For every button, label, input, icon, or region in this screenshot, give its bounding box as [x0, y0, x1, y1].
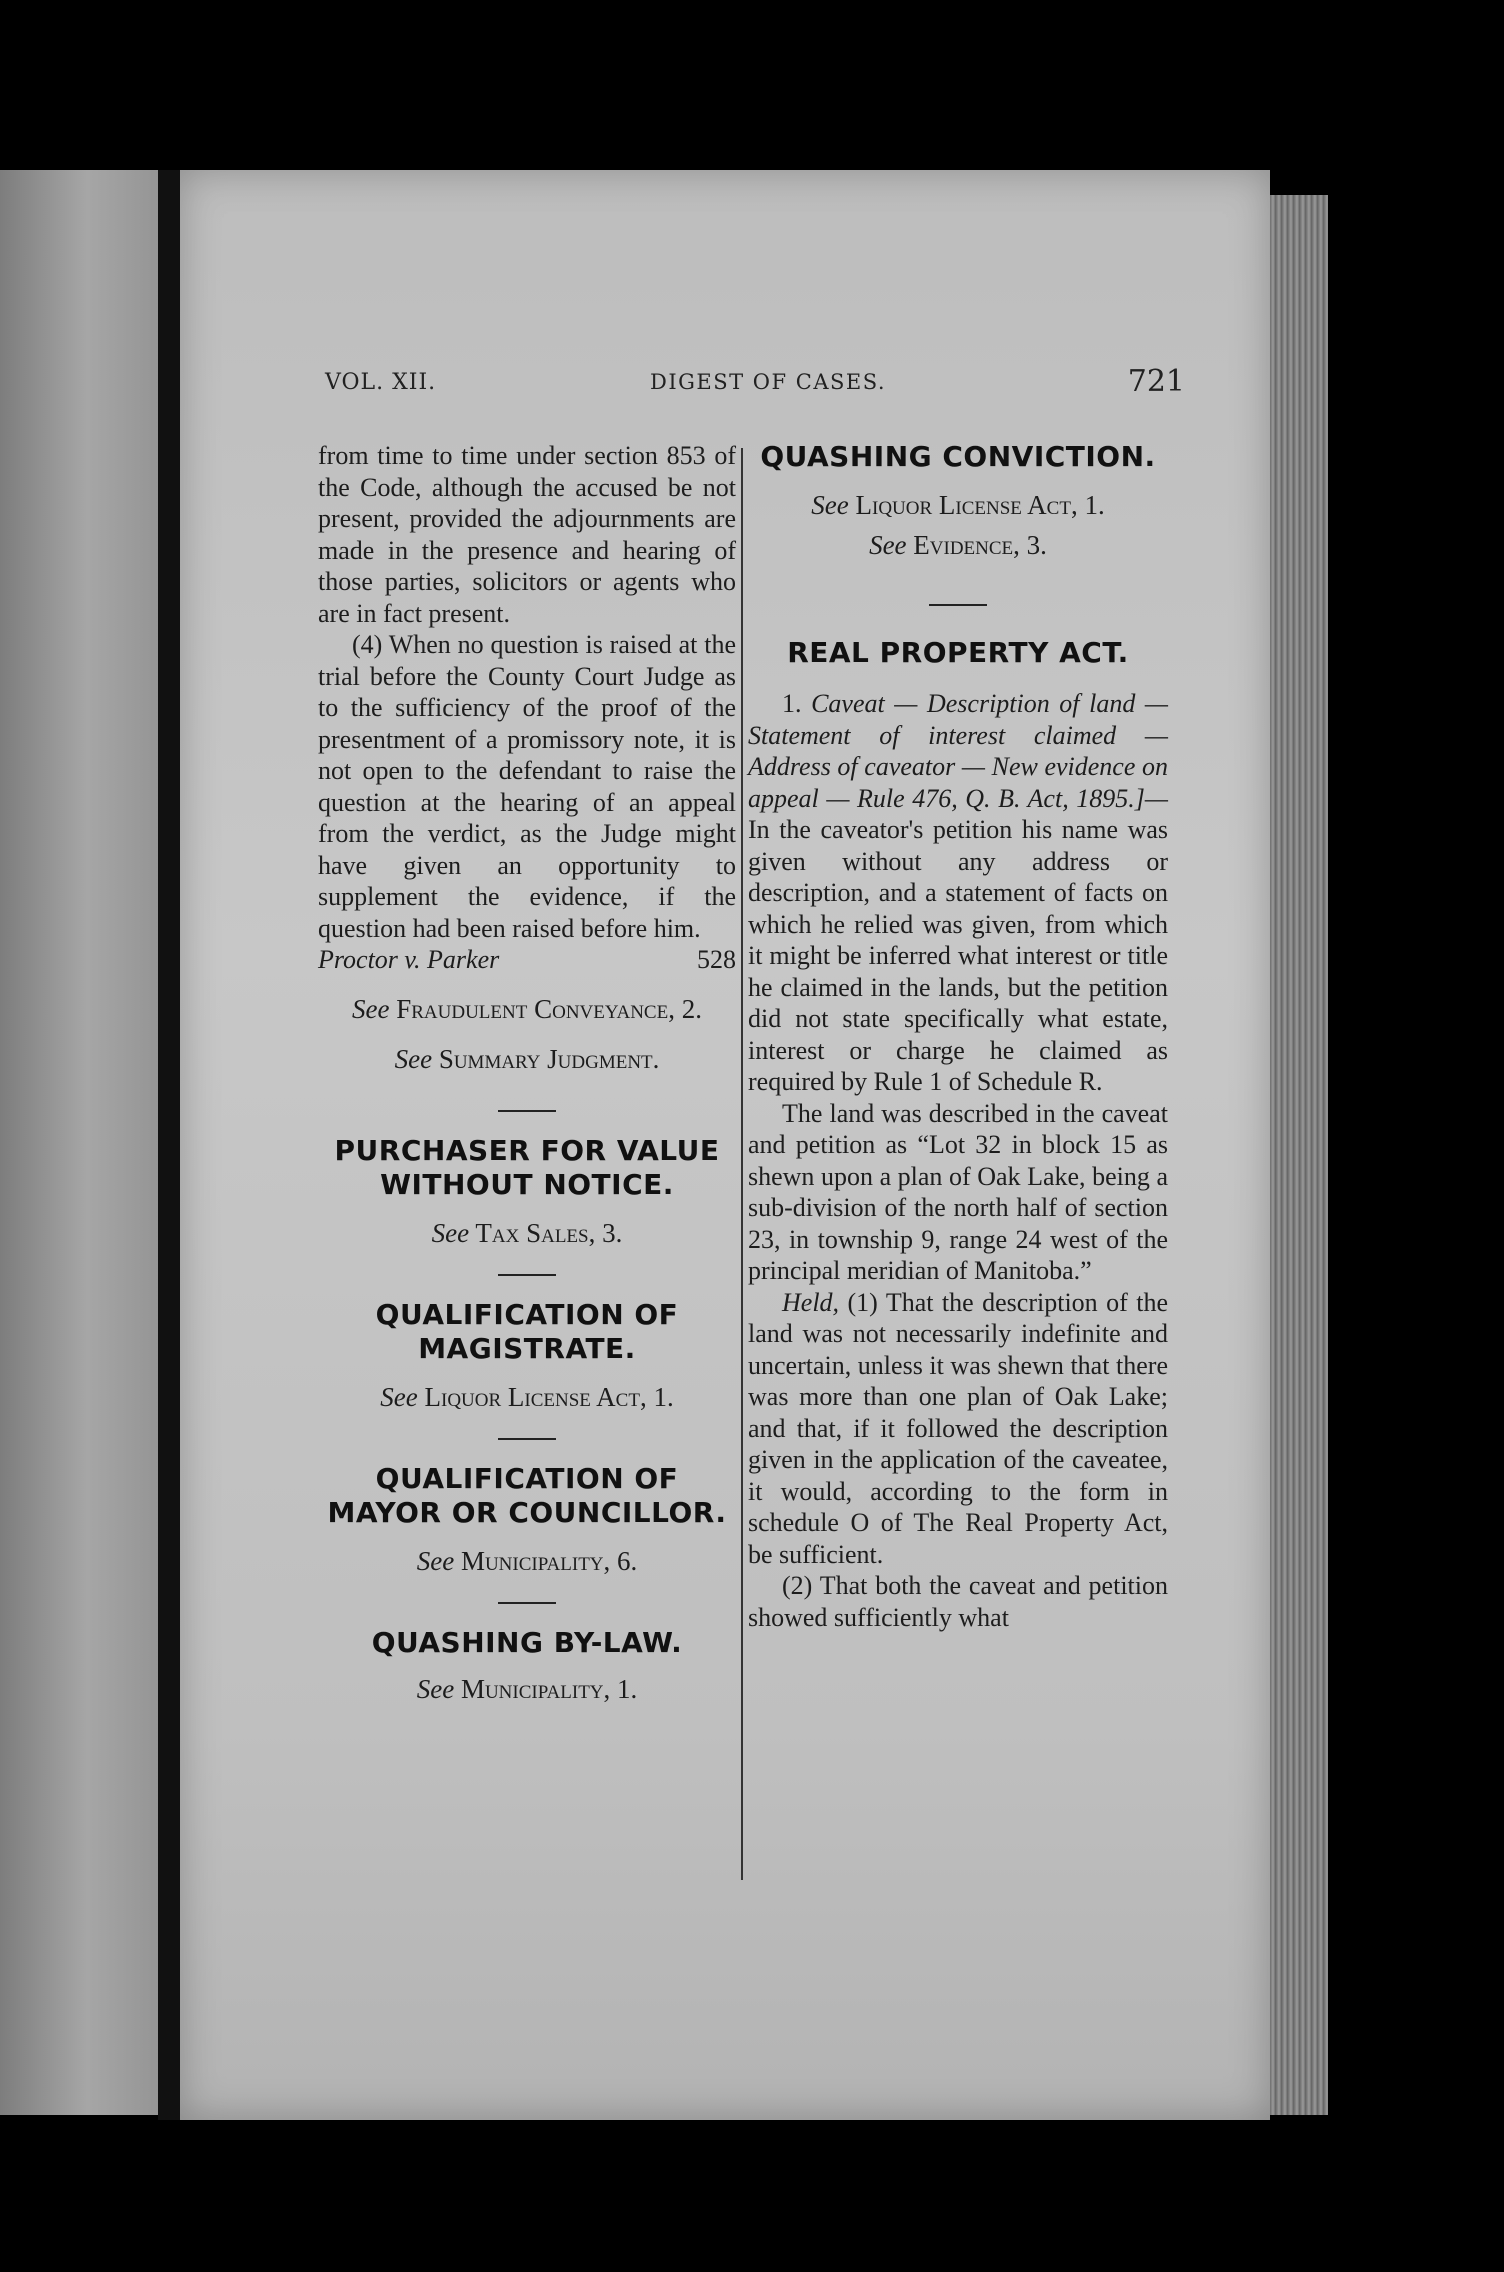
held-label: Held,: [782, 1287, 840, 1317]
section-heading: REAL PROPERTY ACT.: [787, 636, 1129, 669]
cross-reference: [318, 992, 736, 1026]
cross-reference: [318, 1380, 736, 1414]
xref-target: Liquor License Act, 1.: [855, 490, 1105, 520]
xref-target: Summary Judgment.: [438, 1043, 660, 1074]
cross-reference: [318, 1042, 736, 1076]
see-label: See: [416, 1673, 455, 1704]
headnote: Caveat — Description of land — Statement of interest claimed — Address of caveator — New evidence on appeal — Rule 476, Q. B. Act, 1895.]—: [748, 689, 1169, 813]
see-label: See: [380, 1381, 418, 1412]
xref-target: Liquor License Act, 1.: [424, 1381, 674, 1412]
paragraph-body: In the caveator's petition his name was given without any address or description, and a statement of facts on which he relied was given, from which it might be inferred what interest or title he claimed in the lands, but the petition did not state specifically what estate, interest or charge he claimed as required by Rule 1 of Schedule R.: [748, 815, 1168, 1096]
see-label: See: [431, 1217, 470, 1248]
xref-target: Municipality, 6.: [460, 1545, 638, 1576]
section-heading: QUASHING BY-LAW.: [371, 1625, 683, 1659]
cross-reference: [318, 1672, 736, 1706]
binding-gutter: [158, 170, 180, 2120]
paragraph-2: The land was described in the caveat and petition as “Lot 32 in block 15 as shewn upon a plan of Oak Lake, being a sub-division of the north half of section 23, in township 9, range 24 west of the principal meridian of Manitoba.”: [748, 1098, 1168, 1285]
case-citation: [318, 944, 736, 976]
paragraph-4: (4) When no question is raised at the trial before the County Court Judge as to the sufficiency of the proof of the presentment of a promissory note, it is not open to the defendant to raise the question at the hearing of an appeal from the verdict, as the Judge might have given an opportunity to supplement the evidence, if the question had been raised before him.: [318, 630, 736, 943]
see-label: See: [869, 530, 907, 560]
column-divider: [741, 448, 743, 1880]
cross-reference: [748, 528, 1168, 562]
xref-target: Municipality, 1.: [460, 1673, 638, 1704]
volume-label: VOL. XII.: [325, 370, 437, 395]
right-column: [748, 440, 1168, 1633]
see-label: See: [811, 490, 849, 520]
paragraph-3: [748, 1287, 1168, 1571]
cross-reference: [748, 488, 1168, 522]
see-label: See: [352, 993, 390, 1024]
continuation-paragraph: from time to time under section 853 of the Code, although the accused be not present, provided the adjournments are made in the presence and hearing of those parties, solicitors or agents who are in fact present.: [318, 441, 736, 628]
cross-reference: [318, 1544, 736, 1578]
case-page: 528: [697, 945, 736, 974]
running-title: DIGEST OF CASES.: [650, 370, 887, 394]
paragraph-number: 1.: [782, 689, 802, 718]
case-name: Proctor v. Parker: [318, 945, 500, 974]
section-heading: QUALIFICATION OF MAYOR OR COUNCILLOR.: [327, 1461, 727, 1529]
holding-text: (1) That the description of the land was not necessarily indefinite and uncertain, unless it was shewn that there was more than one plan of Oak Lake; and that, if it followed the description given in the application of the caveatee, it would, according to the form in schedule O of The Real Property Act, be sufficient.: [748, 1287, 1168, 1569]
xref-target: Evidence, 3.: [913, 530, 1047, 560]
see-label: See: [394, 1043, 433, 1074]
section-heading: QUASHING CONVICTION.: [760, 440, 1156, 473]
section-heading: PURCHASER FOR VALUE WITHOUT NOTICE.: [334, 1133, 720, 1201]
xref-target: Tax Sales, 3.: [475, 1217, 623, 1248]
paragraph-4: (2) That both the caveat and petition showed sufficiently what: [748, 1571, 1168, 1632]
paragraph-1: [748, 688, 1168, 1098]
running-head: [325, 364, 1185, 410]
see-label: See: [416, 1545, 455, 1576]
adjacent-page: [0, 170, 158, 2115]
page-number: 721: [1127, 364, 1185, 399]
cross-reference: [318, 1216, 736, 1250]
page-edges: [1270, 195, 1328, 2115]
left-column: [318, 440, 736, 1706]
section-heading: QUALIFICATION OF MAGISTRATE.: [375, 1297, 679, 1365]
xref-target: Fraudulent Conveyance, 2.: [396, 993, 702, 1024]
